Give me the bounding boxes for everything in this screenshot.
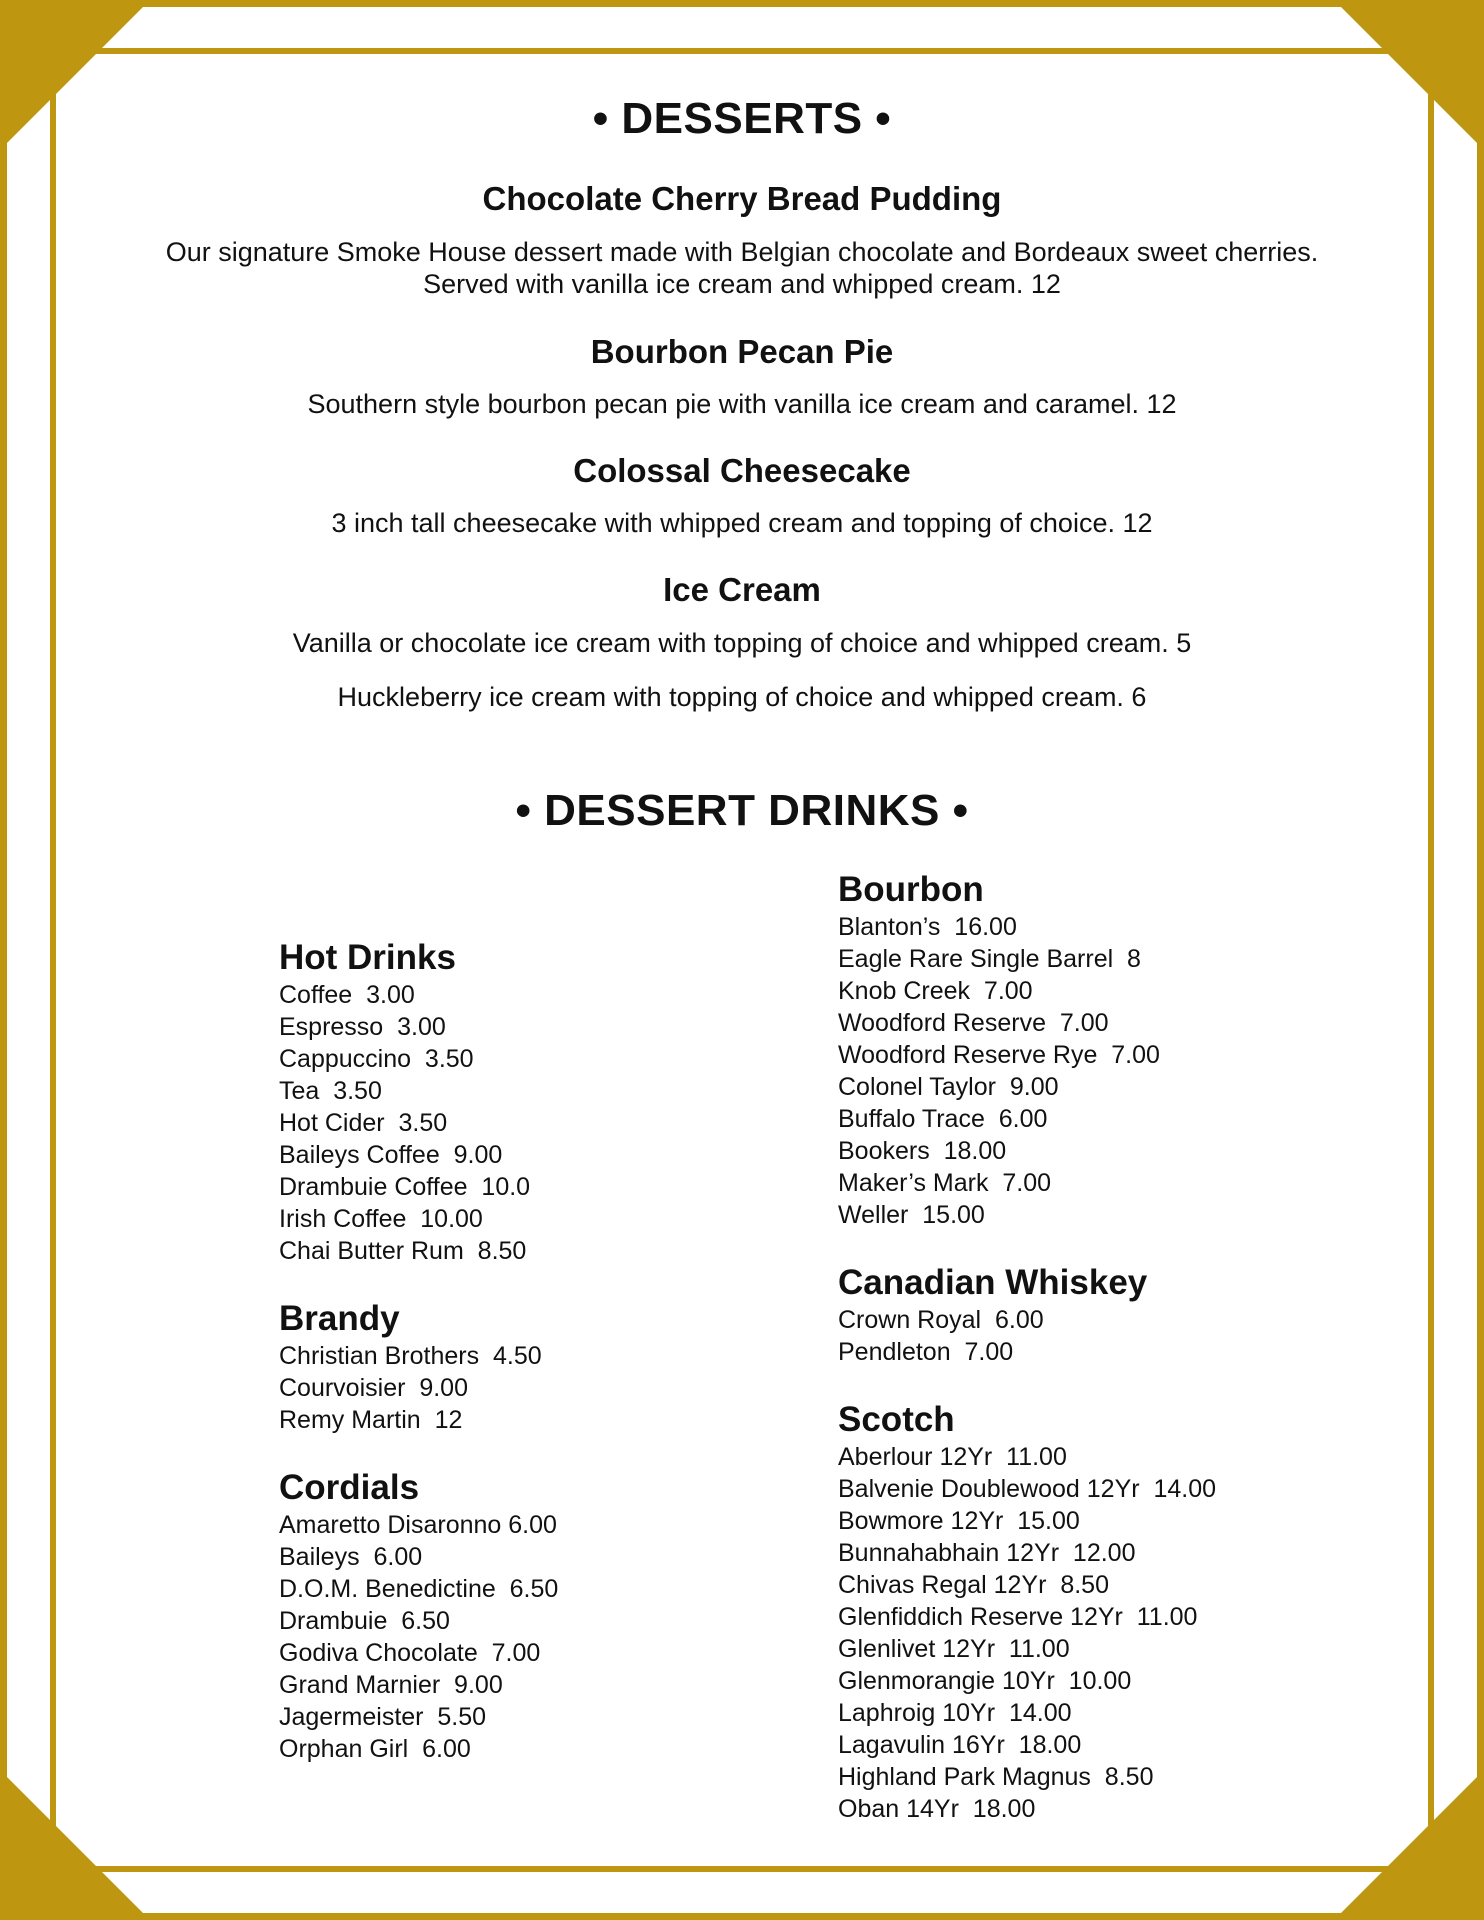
drink-item: Eagle Rare Single Barrel 8 — [838, 945, 1141, 973]
drink-item: D.O.M. Benedictine 6.50 — [279, 1575, 559, 1603]
dessert-item-desc: Huckleberry ice cream with topping of choice and whipped cream. 6 — [337, 682, 1147, 712]
drink-item: Coffee 3.00 — [279, 981, 415, 1009]
dessert-item-title: Chocolate Cherry Bread Pudding — [482, 180, 1002, 217]
drink-category-title: Brandy — [279, 1299, 400, 1338]
dessert-item-desc: Southern style bourbon pecan pie with vanilla ice cream and caramel. 12 — [307, 389, 1177, 419]
drink-item: Weller 15.00 — [838, 1201, 985, 1229]
drink-item: Chai Butter Rum 8.50 — [279, 1237, 527, 1265]
drink-item: Christian Brothers 4.50 — [279, 1342, 542, 1370]
drink-item: Orphan Girl 6.00 — [279, 1735, 471, 1763]
drink-item: Blanton’s 16.00 — [838, 913, 1017, 941]
frame-bottom-band — [0, 1913, 1484, 1920]
dessert-item-desc: Vanilla or chocolate ice cream with topping of choice and whipped cream. 5 — [292, 628, 1192, 658]
dessert-drinks-heading: • DESSERT DRINKS • — [515, 786, 969, 835]
drink-category-group — [279, 1299, 799, 1436]
drink-item: Remy Martin 12 — [279, 1406, 463, 1434]
drink-item: Godiva Chocolate 7.00 — [279, 1639, 541, 1667]
drink-item: Bowmore 12Yr 15.00 — [838, 1507, 1080, 1535]
dessert-item-desc: Our signature Smoke House dessert made with Belgian chocolate and Bordeaux sweet cherries. — [165, 237, 1319, 267]
drinks-right-column — [838, 870, 1418, 1857]
drink-item: Glenfiddich Reserve 12Yr 11.00 — [838, 1603, 1198, 1631]
drink-item: Courvoisier 9.00 — [279, 1374, 468, 1402]
drink-item: Chivas Regal 12Yr 8.50 — [838, 1571, 1109, 1599]
drink-item: Lagavulin 16Yr 18.00 — [838, 1731, 1082, 1759]
dessert-item-title: Colossal Cheesecake — [573, 452, 911, 489]
desserts-heading: • DESSERTS • — [592, 94, 892, 143]
drink-item: Glenmorangie 10Yr 10.00 — [838, 1667, 1132, 1695]
drink-item: Espresso 3.00 — [279, 1013, 446, 1041]
frame-inner-left-line — [50, 48, 56, 1872]
drink-category-group — [838, 1263, 1418, 1368]
drink-category-group — [279, 1468, 799, 1765]
drink-item: Buffalo Trace 6.00 — [838, 1105, 1048, 1133]
drink-item: Oban 14Yr 18.00 — [838, 1795, 1036, 1823]
drink-item: Woodford Reserve Rye 7.00 — [838, 1041, 1160, 1069]
drink-category-title: Cordials — [279, 1468, 420, 1507]
drink-category-group — [838, 1400, 1418, 1825]
drink-item: Bunnahabhain 12Yr 12.00 — [838, 1539, 1136, 1567]
drink-item: Aberlour 12Yr 11.00 — [838, 1443, 1067, 1471]
drink-item: Baileys Coffee 9.00 — [279, 1141, 503, 1169]
frame-inner-top-line — [50, 48, 1434, 54]
drink-item: Glenlivet 12Yr 11.00 — [838, 1635, 1070, 1663]
frame-inner-right-line — [1428, 48, 1434, 1872]
drink-category-title: Hot Drinks — [279, 938, 456, 977]
drink-item: Cappuccino 3.50 — [279, 1045, 474, 1073]
drink-category-group — [838, 870, 1418, 1231]
drink-item: Baileys 6.00 — [279, 1543, 423, 1571]
dessert-item-desc: 3 inch tall cheesecake with whipped cream and topping of choice. 12 — [331, 508, 1153, 538]
drinks-left-column — [279, 938, 799, 1797]
dessert-item-desc: Served with vanilla ice cream and whipped cream. 12 — [423, 269, 1061, 299]
drink-item: Hot Cider 3.50 — [279, 1109, 448, 1137]
drink-item: Bookers 18.00 — [838, 1137, 1007, 1165]
drink-category-group — [279, 938, 799, 1267]
drink-item: Woodford Reserve 7.00 — [838, 1009, 1109, 1037]
drink-item: Knob Creek 7.00 — [838, 977, 1033, 1005]
drink-item: Tea 3.50 — [279, 1077, 382, 1105]
dessert-item-title: Bourbon Pecan Pie — [590, 333, 894, 370]
drink-item: Balvenie Doublewood 12Yr 14.00 — [838, 1475, 1217, 1503]
drink-category-title: Scotch — [838, 1400, 955, 1439]
drink-item: Amaretto Disaronno 6.00 — [279, 1511, 557, 1539]
drink-item: Crown Royal 6.00 — [838, 1306, 1044, 1334]
drink-item: Maker’s Mark 7.00 — [838, 1169, 1052, 1197]
frame-inner-bottom-line — [50, 1866, 1434, 1872]
drink-item: Laphroig 10Yr 14.00 — [838, 1699, 1072, 1727]
drink-item: Drambuie Coffee 10.0 — [279, 1173, 531, 1201]
drink-item: Colonel Taylor 9.00 — [838, 1073, 1059, 1101]
drink-item: Jagermeister 5.50 — [279, 1703, 487, 1731]
drink-item: Highland Park Magnus 8.50 — [838, 1763, 1154, 1791]
frame-top-band — [0, 0, 1484, 7]
drink-item: Grand Marnier 9.00 — [279, 1671, 503, 1699]
frame-corner-bottom-left — [0, 1770, 150, 1920]
drink-item: Drambuie 6.50 — [279, 1607, 450, 1635]
drink-category-title: Bourbon — [838, 870, 984, 909]
drink-item: Irish Coffee 10.00 — [279, 1205, 483, 1233]
drink-item: Pendleton 7.00 — [838, 1338, 1014, 1366]
dessert-item-title: Ice Cream — [663, 571, 821, 608]
drink-category-title: Canadian Whiskey — [838, 1263, 1148, 1302]
